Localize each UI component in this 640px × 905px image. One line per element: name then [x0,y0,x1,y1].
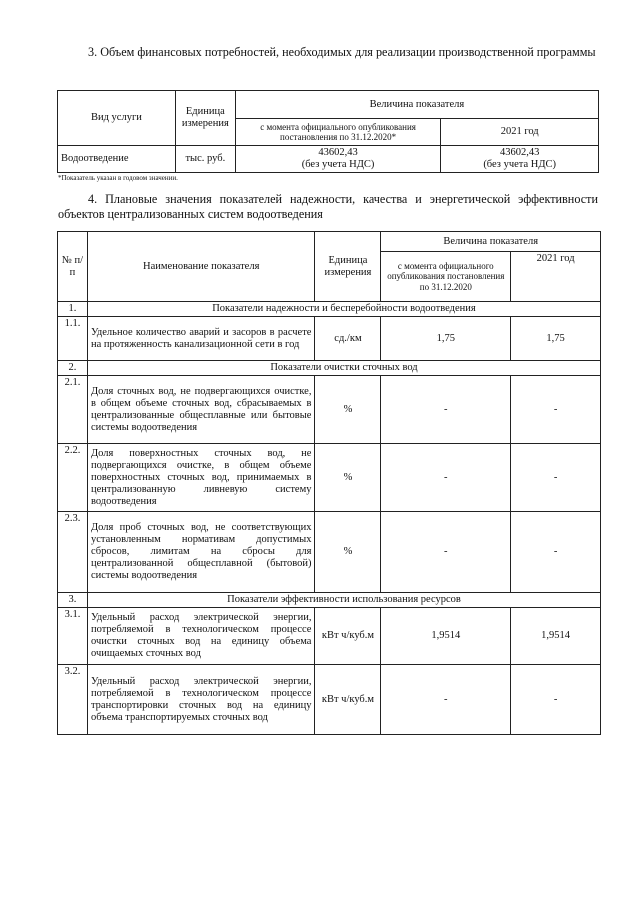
row-name: Доля поверхностных сточных вод, не подвергающихся очистке, в общем объеме поверхностных сточных вод, принимаемых в централизованную ливневую систему водоотведения [87,444,315,512]
header-name: Наименование показателя [87,232,315,302]
value-2021-cell [441,146,599,173]
table-row [58,317,601,361]
value-2021-note: (без учета НДС) [483,159,557,170]
row-value-from: - [381,665,511,735]
value-2021-amount: 43602,43 [499,147,540,158]
financial-needs-table [57,90,599,173]
section-4-heading: 4. Плановые значения показателей надежности, качества и энергетической эффективности объектов централизованных систем водоотведения [58,192,598,221]
group-row [58,302,601,317]
row-num: 2.2. [58,444,88,512]
row-num: 2.3. [58,512,88,593]
row-value-2021: 1,9514 [511,608,601,665]
row-value-from: 1,9514 [381,608,511,665]
header-num: № п/п [58,232,88,302]
row-name: Удельный расход электрической энергии, потребляемой в технологическом процессе транспортировки сточных вод на единицу объема транспортируемых сточных вод [87,665,315,735]
row-value-2021: - [511,512,601,593]
indicators-table [57,231,601,735]
header-value: Величина показателя [381,232,601,252]
group-title: Показатели очистки сточных вод [87,361,600,376]
row-value-from: - [381,444,511,512]
row-unit: кВт ч/куб.м [315,608,381,665]
subheader-from-publication: с момента официального опубликования постановления по 31.12.2020* [235,119,441,146]
row-value-from: 1,75 [381,317,511,361]
row-num: 3.2. [58,665,88,735]
row-unit: % [315,512,381,593]
value-from-amount: 43602,43 [318,147,358,158]
table-row [58,512,601,593]
group-num: 1. [58,302,88,317]
table-row [58,146,599,173]
table-row [58,376,601,444]
header-value: Величина показателя [235,91,598,119]
row-value-from: - [381,512,511,593]
group-row [58,361,601,376]
header-unit: Единица измерения [315,232,381,302]
row-name: Удельное количество аварий и засоров в расчете на протяженность канализационной сети в год [87,317,315,361]
row-num: 3.1. [58,608,88,665]
section-3-heading: 3. Объем финансовых потребностей, необходимых для реализации производственной программы [88,45,596,59]
table-row [58,665,601,735]
subheader-from-publication: с момента официального опубликования постановления по 31.12.2020 [381,252,511,302]
service-cell: Водоотведение [58,146,176,173]
value-from-note: (без учета НДС) [301,159,375,170]
group-num: 2. [58,361,88,376]
row-value-from: - [381,376,511,444]
unit-cell: тыс. руб. [175,146,235,173]
row-unit: кВт ч/куб.м [315,665,381,735]
group-title: Показатели эффективности использования ресурсов [87,593,600,608]
row-value-2021: - [511,376,601,444]
table-row [58,608,601,665]
header-unit: Единица измерения [175,91,235,146]
footnote: *Показатель указан в годовом значении. [58,174,178,182]
row-name: Удельный расход электрической энергии, потребляемой в технологическом процессе очистки сточных вод на единицу объема очищаемых сточных вод [87,608,315,665]
table-row [58,444,601,512]
row-unit: % [315,376,381,444]
subheader-2021: 2021 год [511,252,601,302]
group-num: 3. [58,593,88,608]
row-name: Доля проб сточных вод, не соответствующих установленным нормативам допустимых сбросов, лимитам на сбросы для централизованной общесплавной (бытовой) системы водоотведения [87,512,315,593]
row-value-2021: - [511,665,601,735]
row-num: 1.1. [58,317,88,361]
row-value-2021: - [511,444,601,512]
subheader-2021: 2021 год [441,119,599,146]
row-value-2021: 1,75 [511,317,601,361]
row-unit: сд./км [315,317,381,361]
group-title: Показатели надежности и бесперебойности водоотведения [87,302,600,317]
row-unit: % [315,444,381,512]
header-service: Вид услуги [58,91,176,146]
value-from-cell [235,146,441,173]
row-name: Доля сточных вод, не подвергающихся очистке, в общем объеме сточных вод, сбрасываемых в централизованные общесплавные или бытовые системы водоотведения [87,376,315,444]
row-num: 2.1. [58,376,88,444]
group-row [58,593,601,608]
